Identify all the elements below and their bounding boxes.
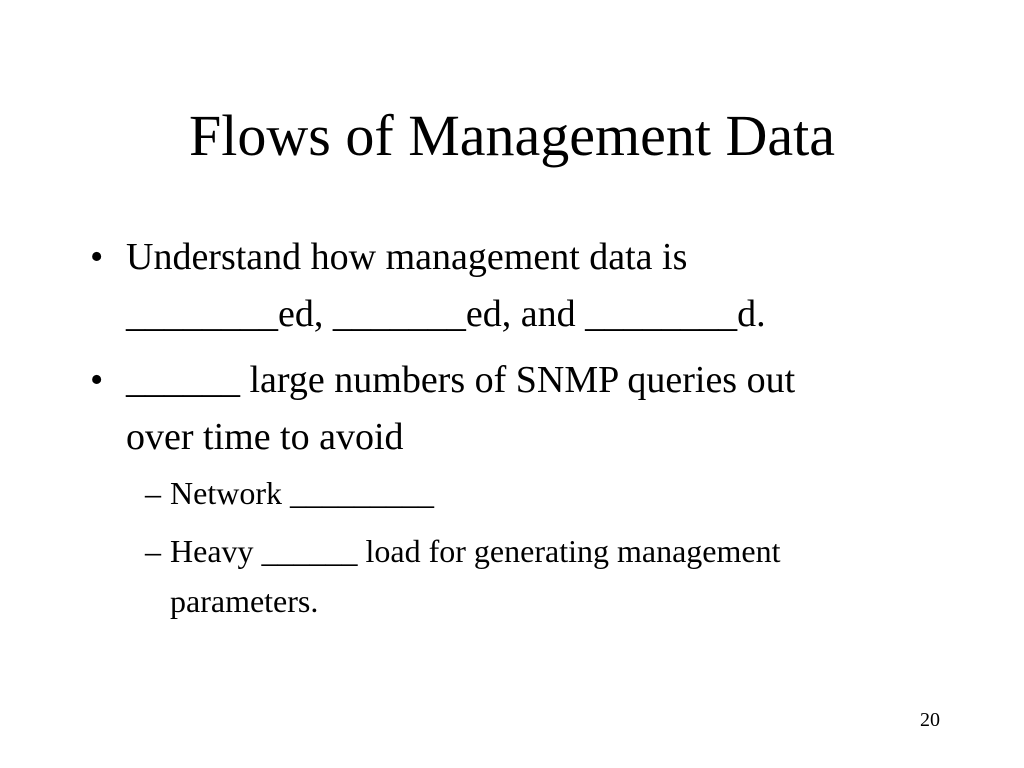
bullet-marker: • bbox=[90, 236, 104, 278]
sub-bullet-line: Heavy ______ load for generating management bbox=[170, 533, 781, 569]
sub-bullet-line: Network _________ bbox=[170, 475, 434, 511]
slide-title: Flows of Management Data bbox=[189, 103, 835, 168]
sub-bullet-line: parameters. bbox=[170, 583, 319, 619]
bullet-text bbox=[126, 352, 795, 466]
sub-bullet-text bbox=[170, 468, 434, 518]
bullet-line: over time to avoid bbox=[126, 416, 404, 458]
bullet-line: ________ed, _______ed, and ________d. bbox=[126, 293, 766, 335]
bullet-text bbox=[126, 229, 766, 343]
bullet-line: Understand how management data is bbox=[126, 236, 688, 278]
sub-bullet-text bbox=[170, 526, 780, 626]
dash-marker: – bbox=[145, 475, 161, 511]
dash-marker: – bbox=[145, 533, 161, 569]
bullet-line: ______ large numbers of SNMP queries out bbox=[126, 359, 796, 401]
page-number: 20 bbox=[920, 709, 940, 731]
bullet-marker: • bbox=[90, 359, 104, 401]
